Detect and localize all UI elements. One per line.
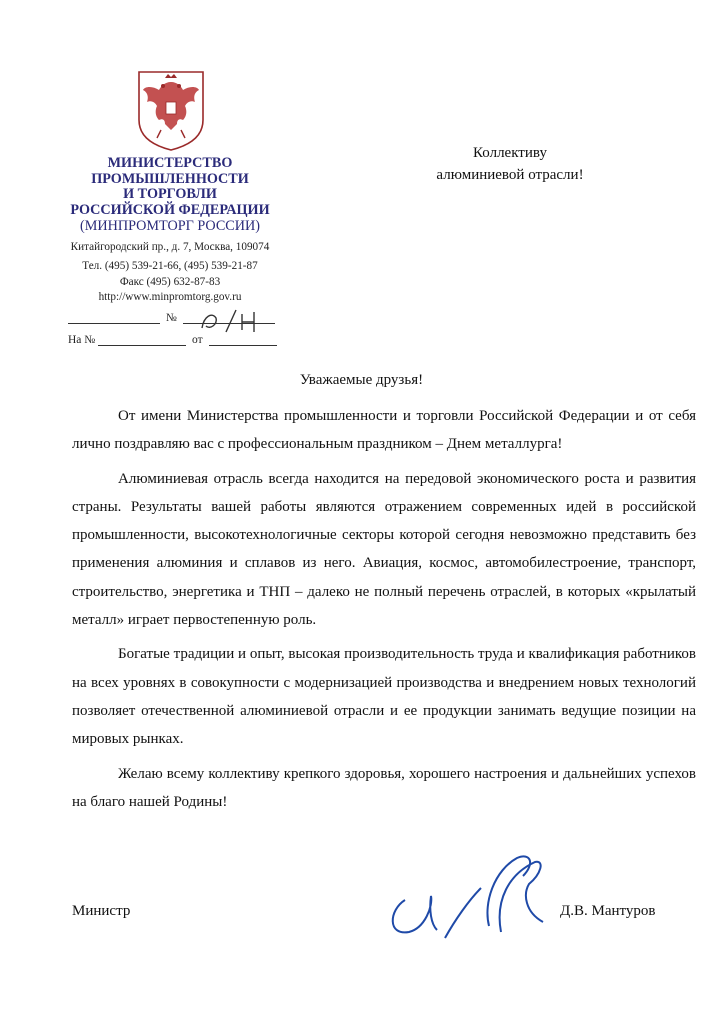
ministry-name-line-1: МИНИСТЕРСТВО [107,155,233,171]
handwritten-reg-number [198,306,268,334]
address: Китайгородский пр., д. 7, Москва, 109074 [70,241,270,253]
signer-name: Д.В. Мантуров [560,903,656,919]
ministry-name-line-2: ПРОМЫШЛЕННОСТИ [91,170,249,187]
ministry-abbreviation: (МИНПРОМТОРГ РОССИИ) [80,218,260,234]
paragraph: Алюминиевая отрасль всегда находится на передовой экономического роста и развития страны. Результаты вашей работы являются отражением современных идей в российской промышленности, высокотехнологичные секторы которой сегодня невозможно представить без применения алюминия и сплавов из него. Авиация, космос, автомобилестроение, транспорт, строительство, энергетика и ТНП – далеко не полный перечень отраслей, в которых «крылатый металл» играет первостепенную роль. [72,470,696,629]
signer-position: Министр [72,903,131,919]
addressee-line-2: алюминиевой отрасли! [436,167,584,183]
phone: Тел. (495) 539-21-66, (495) 539-21-87 [82,259,258,272]
date-blank [68,323,160,324]
addressee [395,142,625,186]
letter-body [72,402,696,822]
paragraph: Желаю всему коллективу крепкого здоровья, хорошего настроения и дальнейших успехов на благо нашей Родины! [72,765,696,810]
reply-date-blank [209,345,277,346]
reply-number-blank [98,345,186,346]
ministry-name-line-3: И ТОРГОВЛИ [123,186,217,202]
signature-image [385,840,565,950]
fax: Факс (495) 632-87-83 [119,275,221,288]
reply-line [68,334,278,346]
addressee-line-1: Коллективу [473,145,547,161]
greeting: Уважаемые друзья! [299,372,424,388]
reply-to-label: На № [68,334,96,346]
paragraph: Богатые традиции и опыт, высокая производительность труда и квалификация работников на всех уровнях в совокупности с модернизацией производства и внедрением новых технологий позволяет отечественной алюминиевой отрасли и ее продукции занимать ведущие позиции на мировых рынках. [72,646,696,748]
ministry-name-line-4: РОССИЙСКОЙ ФЕДЕРАЦИИ [70,201,270,218]
ministry-name [60,156,280,234]
paragraph: От имени Министерства промышленности и торговли Российской Федерации и от себя лично поздравляю вас с профессиональным праздником – Днем металлурга! [72,408,696,453]
contact-block [60,240,280,306]
website: http://www.minpromtorg.gov.ru [98,291,242,304]
reply-from-label: от [192,334,203,346]
coat-of-arms-icon [135,68,207,152]
reg-number-label: № [165,312,177,324]
